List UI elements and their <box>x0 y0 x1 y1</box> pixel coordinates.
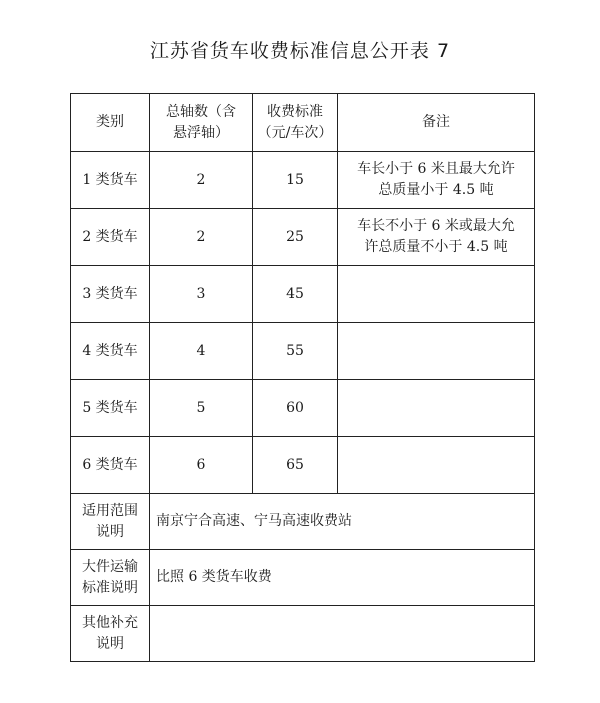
row-category: 2 类货车 <box>71 209 150 266</box>
row-axles: 5 <box>150 380 253 437</box>
row-category: 6 类货车 <box>71 437 150 494</box>
row-fee: 60 <box>253 380 338 437</box>
row-axles: 2 <box>150 209 253 266</box>
footer-label <box>71 494 150 550</box>
table-row <box>71 152 535 209</box>
row-note-line1: 车长不小于 6 米或最大允 <box>357 218 515 234</box>
row-fee: 45 <box>253 266 338 323</box>
row-category: 5 类货车 <box>71 380 150 437</box>
row-fee: 55 <box>253 323 338 380</box>
row-category: 1 类货车 <box>71 152 150 209</box>
footer-label <box>71 606 150 662</box>
document-title: 江苏省货车收费标准信息公开表 7 <box>149 40 451 62</box>
row-note <box>338 437 535 494</box>
footer-label-line2: 标准说明 <box>82 579 138 596</box>
footer-label-line1: 其他补充 <box>82 614 138 631</box>
footer-row-oversize <box>71 550 535 606</box>
footer-label-line1: 适用范围 <box>82 502 138 519</box>
footer-value: 南京宁合高速、宁马高速收费站 <box>150 494 535 550</box>
row-note <box>338 152 535 209</box>
header-axles <box>150 94 253 152</box>
table-row <box>71 380 535 437</box>
table-header-row <box>71 94 535 152</box>
footer-value: 比照 6 类货车收费 <box>150 550 535 606</box>
row-note <box>338 209 535 266</box>
footer-label <box>71 550 150 606</box>
row-note <box>338 380 535 437</box>
table-row <box>71 209 535 266</box>
fee-table <box>70 93 535 662</box>
header-fee <box>253 94 338 152</box>
row-note <box>338 266 535 323</box>
row-fee: 25 <box>253 209 338 266</box>
footer-label-line2: 说明 <box>96 635 124 652</box>
row-note <box>338 323 535 380</box>
row-axles: 6 <box>150 437 253 494</box>
footer-value <box>150 606 535 662</box>
header-fee-line1: 收费标准 <box>267 103 323 120</box>
row-fee: 65 <box>253 437 338 494</box>
row-note-line2: 许总质量不小于 4.5 吨 <box>364 239 508 255</box>
table-row <box>71 266 535 323</box>
row-axles: 4 <box>150 323 253 380</box>
row-category: 4 类货车 <box>71 323 150 380</box>
header-category: 类别 <box>71 94 150 152</box>
row-fee: 15 <box>253 152 338 209</box>
footer-row-other <box>71 606 535 662</box>
footer-row-scope <box>71 494 535 550</box>
row-category: 3 类货车 <box>71 266 150 323</box>
footer-label-line1: 大件运输 <box>82 558 138 575</box>
footer-label-line2: 说明 <box>96 523 124 540</box>
header-fee-line2: （元/车次） <box>257 124 333 141</box>
row-note-line2: 总质量小于 4.5 吨 <box>378 182 494 198</box>
header-note: 备注 <box>338 94 535 152</box>
row-note-line1: 车长小于 6 米且最大允许 <box>357 161 515 177</box>
table-row <box>71 323 535 380</box>
row-axles: 3 <box>150 266 253 323</box>
table-row <box>71 437 535 494</box>
header-axles-line2: 悬浮轴） <box>173 124 229 141</box>
row-axles: 2 <box>150 152 253 209</box>
header-axles-line1: 总轴数（含 <box>166 103 236 120</box>
